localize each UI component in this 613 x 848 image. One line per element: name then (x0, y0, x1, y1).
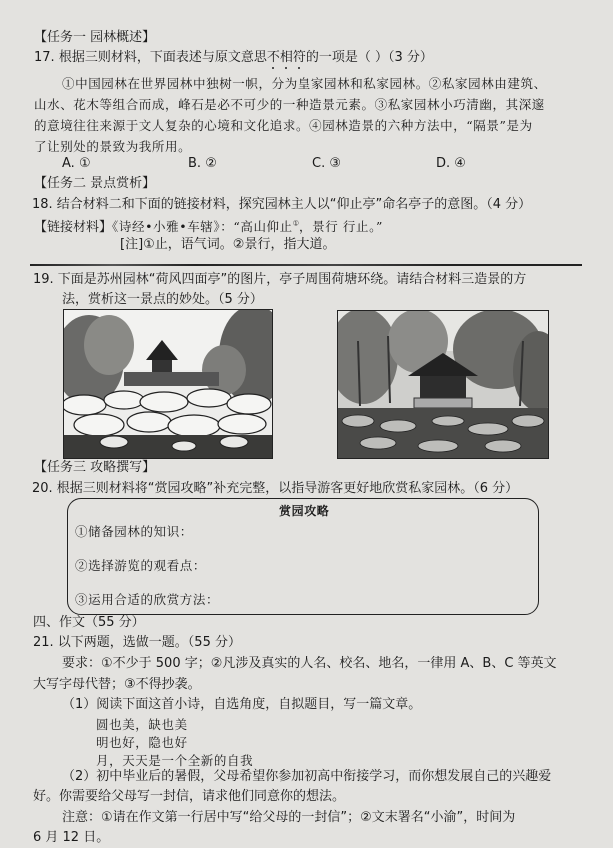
poem-line: 明也好，隐也好 (96, 735, 188, 750)
section-divider (30, 264, 582, 266)
poem-line: 月，天天是一个全新的自我 (96, 753, 254, 768)
q17-option-a[interactable] (62, 156, 91, 172)
q18-text: 18. 结合材料二和下面的链接材料，探究园林主人以“仰止亭”命名亭子的意图。（4 分） (32, 197, 532, 212)
q17-stem (34, 50, 433, 66)
q19-line1: 19. 下面是苏州园林“荷风四面亭”的图片，亭子周围荷塘环绕。请结合材料三造景的方 (33, 272, 527, 287)
option-label: B. (188, 156, 202, 171)
q18-note: [注]①止，语气词。②景行，指大道。 (120, 237, 336, 252)
q19-line2: 法，赏析这一景点的妙处。（5 分） (62, 292, 263, 307)
option-value: ④ (454, 156, 466, 171)
q21-option1: （1）阅读下面这首小诗，自选角度，自拟题目，写一篇文章。 (62, 697, 422, 712)
q17-emphasis-char: 符 (292, 50, 306, 65)
q21-requirements-line1: 要求：①不少于 500 字；②凡涉及真实的人名、校名、地名，一律用 A、B、C 等英文 (62, 656, 557, 671)
pavilion-photo-1 (63, 309, 273, 459)
task2-heading: 【任务二 景点赏析】 (34, 176, 156, 191)
q21-note-line1: 注意：①请在作文第一行居中写“给父母的一封信”；②文末署名“小渝”，时间为 (62, 810, 516, 825)
option-value: ② (205, 156, 217, 171)
link-label: 【链接材料】 (34, 220, 113, 235)
footnote-marker: ① (292, 219, 300, 228)
option-value: ① (78, 156, 91, 171)
poem-line: 圆也美，缺也美 (96, 717, 188, 732)
guide-item-viewpoint[interactable]: ②选择游览的观看点： (75, 558, 207, 573)
q17-emphasis-char: 相 (279, 50, 293, 65)
q17-passage-line: 的意境往往来源于文人复杂的心境和文化追求。④园林造景的六种方法中，“隔景”是为 (34, 118, 533, 133)
option-value: ③ (329, 156, 342, 171)
guide-item-method[interactable]: ③运用合适的欣赏方法： (75, 592, 220, 607)
option-label: D. (436, 156, 451, 171)
q17-number: 17. (34, 50, 55, 65)
q18-link-material (34, 219, 383, 236)
q17-emphasis-char: 不 (266, 50, 280, 65)
option-label: C. (312, 156, 326, 171)
q21-note-line2: 6 月 12 日。 (33, 830, 110, 845)
guide-item-knowledge[interactable]: ①储备园林的知识： (75, 524, 193, 539)
guide-box-title: 赏园攻略 (279, 504, 330, 518)
q17-passage-line: 了让别处的景致为我所用。 (34, 139, 192, 154)
q17-passage-line: 山水、花木等组合而成，峰石是必不可少的一种造景元素。③私家园林小巧清幽，其深邃 (34, 97, 545, 112)
q17-option-c[interactable] (312, 156, 341, 172)
q21-option2-line1: （2）初中毕业后的暑假，父母希望你参加初高中衔接学习，而你想发展自己的兴趣爱 (62, 769, 552, 784)
q17-option-d[interactable] (436, 156, 466, 172)
q17-stem-before: 根据三则材料，下面表述与原文意思 (58, 50, 267, 65)
q21-text: 21. 以下两题，选做一题。（55 分） (33, 635, 241, 650)
q17-passage-line: ①中国园林在世界园林中独树一帜，分为皇家园林和私家园林。②私家园林由建筑、 (62, 76, 547, 91)
section4-heading: 四、作文（55 分） (33, 615, 145, 630)
q17-stem-after: 的一项是（ ）（3 分） (305, 50, 433, 65)
pavilion-photo-2 (337, 310, 549, 459)
q21-requirements-line2: 大写字母代替；③不得抄袭。 (33, 677, 201, 692)
q21-option2-line2: 好。你需要给父母写一封信，请求他们同意你的想法。 (33, 789, 346, 804)
task1-heading: 【任务一 园林概述】 (34, 30, 156, 45)
link-rest: ，景行 行止。” (299, 219, 383, 234)
option-label: A. (62, 156, 75, 171)
q17-option-b[interactable] (188, 156, 217, 172)
link-source: 《诗经•小雅•车辖》：“高山仰止 (112, 219, 293, 234)
task3-heading: 【任务三 攻略撰写】 (34, 460, 156, 475)
q20-text: 20. 根据三则材料将“赏园攻略”补充完整，以指导游客更好地欣赏私家园林。（6 分） (32, 481, 519, 496)
